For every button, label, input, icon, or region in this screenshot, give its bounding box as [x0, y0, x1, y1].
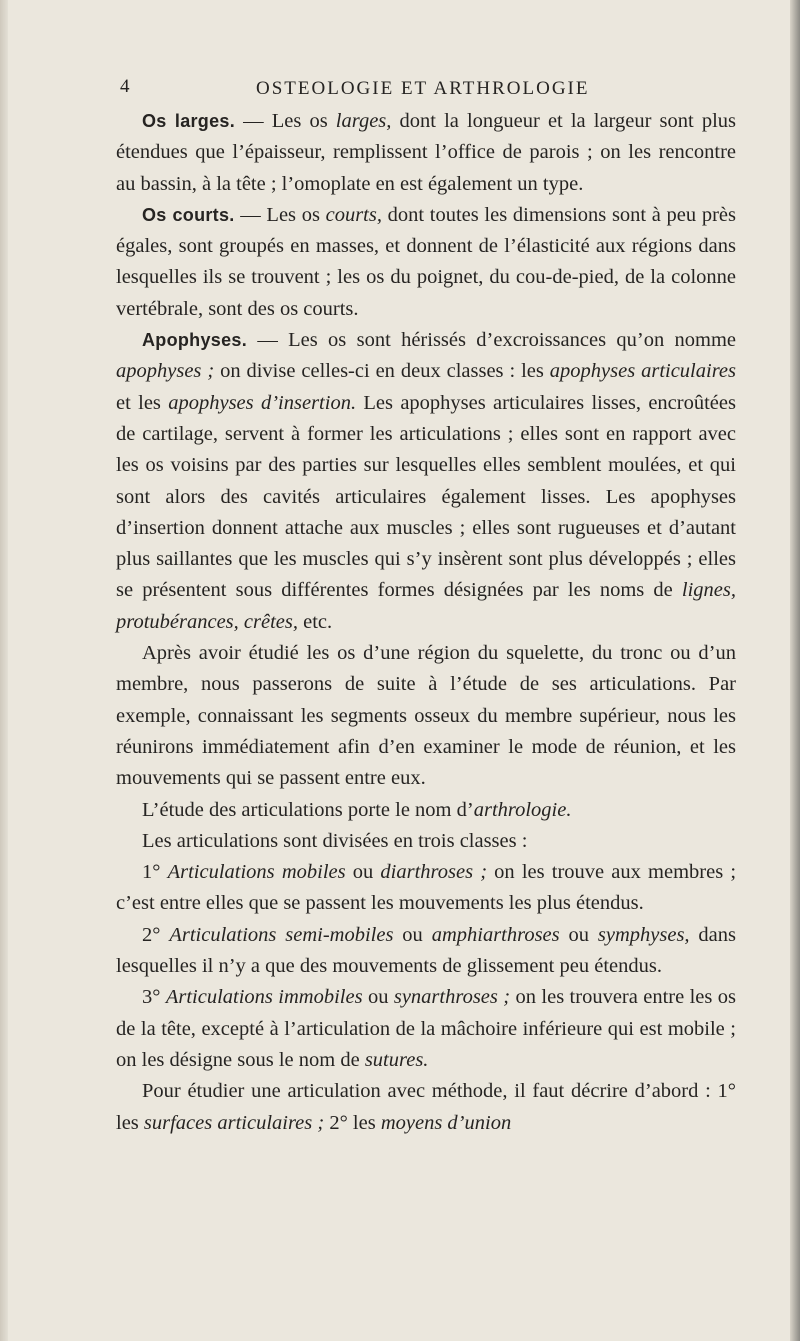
text-run: ou	[345, 861, 381, 884]
page-number: 4	[120, 76, 130, 97]
text-run: Les apophyses articulaires lisses, encroûtées de cartilage, servent à former les articulations ; elles sont en rapport avec les os voisins par des parties sur lesquelles elles semblent moulées, et qui sont alors des cavités articulaires également lisses. Les apophyses d’insertion donnent attache aux muscles ; elles sont rugueuses et d’autant plus saillantes que les muscles qui s’y insèrent sont plus développés ; elles se présentent sous différentes formes désignées par les noms de	[116, 391, 736, 602]
paragraph	[116, 1076, 736, 1139]
text-run: L’étude des articulations porte le nom d’	[142, 798, 474, 821]
italic-term: Articulations immobiles	[165, 986, 363, 1009]
paragraph	[116, 826, 736, 857]
running-title: OSTEOLOGIE ET ARTHROLOGIE	[256, 78, 590, 99]
text-run: on les trouve aux membres ; c’est entre elles que se passent les mouvements les plus étendus.	[116, 861, 737, 915]
italic-term: arthrologie.	[473, 798, 572, 821]
italic-term: larges,	[335, 110, 392, 132]
italic-term: amphiarthroses	[431, 923, 560, 946]
text-run: — Les os	[235, 110, 336, 132]
italic-term: apophyses ;	[116, 360, 215, 383]
italic-term: surfaces articulaires ;	[143, 1111, 325, 1134]
paragraph	[116, 795, 736, 826]
body-text	[116, 106, 736, 1139]
italic-term: lignes, protubérances, crêtes,	[116, 579, 736, 633]
text-run: ou	[393, 923, 432, 946]
paragraph	[116, 982, 736, 1076]
text-run: etc.	[298, 610, 333, 633]
italic-term: courts,	[325, 203, 382, 226]
page-left-edge	[0, 0, 8, 1341]
text-run: ou	[559, 923, 598, 946]
text-run: et les	[116, 391, 169, 414]
text-run: dans lesquelles il n’y a que des mouvements de glissement peu étendus.	[116, 923, 737, 978]
paragraph	[116, 106, 736, 200]
italic-term: Articulations semi-mobiles	[169, 923, 394, 946]
text-run: — Les os sont hérissés d’excroissances qu’on nomme	[247, 329, 736, 352]
paragraph	[116, 200, 736, 325]
text-run: Pour étudier une articulation avec méthode, il faut décrire d’abord : 1° les	[116, 1080, 736, 1134]
text-run: Après avoir étudié les os d’une région du squelette, du tronc ou d’un membre, nous passerons de suite à l’étude de ses articulations. Par exemple, connaissant les segments osseux du membre supérieur, nous les réunirons immédiatement afin d’en examiner le mode de réunion, et les mouvements qui se passent entre eux.	[116, 642, 736, 790]
italic-term: diarthroses ;	[380, 861, 488, 884]
italic-term: moyens d’union	[380, 1111, 512, 1134]
paragraph-heading: Apophyses.	[142, 330, 248, 351]
text-run: — Les os	[234, 203, 326, 226]
italic-term: symphyses,	[597, 923, 690, 946]
text-run: 2° les	[324, 1111, 381, 1134]
book-page	[116, 74, 736, 1139]
text-run: 3°	[142, 986, 166, 1009]
text-run: 2°	[142, 923, 170, 946]
paragraph-heading: Os larges.	[142, 111, 236, 131]
text-run: 1°	[142, 861, 168, 884]
paragraph-heading: Os courts.	[142, 204, 235, 225]
text-run: on les trouvera entre les os de la tête, excepté à l’articulation de la mâchoire inférieure qui est mobile ; on les désigne sous le nom de	[116, 986, 737, 1071]
page-right-edge	[790, 0, 800, 1341]
paragraph	[116, 920, 736, 983]
running-header	[116, 74, 736, 106]
paragraph	[116, 638, 736, 794]
text-run: ou	[362, 986, 394, 1009]
text-run: Les articulations sont divisées en trois classes :	[142, 829, 528, 852]
paragraph	[116, 325, 736, 638]
italic-term: apophyses d’insertion.	[168, 391, 357, 414]
italic-term: Articulations mobiles	[167, 861, 346, 884]
text-run: dont la longueur et la largeur sont plus étendues que l’épaisseur, remplissent l’office de parois ; on les rencontre au bassin, à la tête ; l’omoplate en est également un type.	[116, 110, 737, 195]
italic-term: sutures.	[364, 1048, 429, 1071]
text-run: on divise celles-ci en deux classes : les	[214, 360, 550, 383]
paragraph	[116, 857, 736, 920]
text-run: dont toutes les dimensions sont à peu près égales, sont groupés en masses, et donnent de l’élasticité aux régions dans lesquelles ils se trouvent ; les os du poignet, du cou-de-pied, de la colonne vertébrale, sont des os courts.	[116, 203, 736, 320]
italic-term: synarthroses ;	[393, 986, 511, 1009]
italic-term: apophyses articulaires	[549, 360, 736, 383]
